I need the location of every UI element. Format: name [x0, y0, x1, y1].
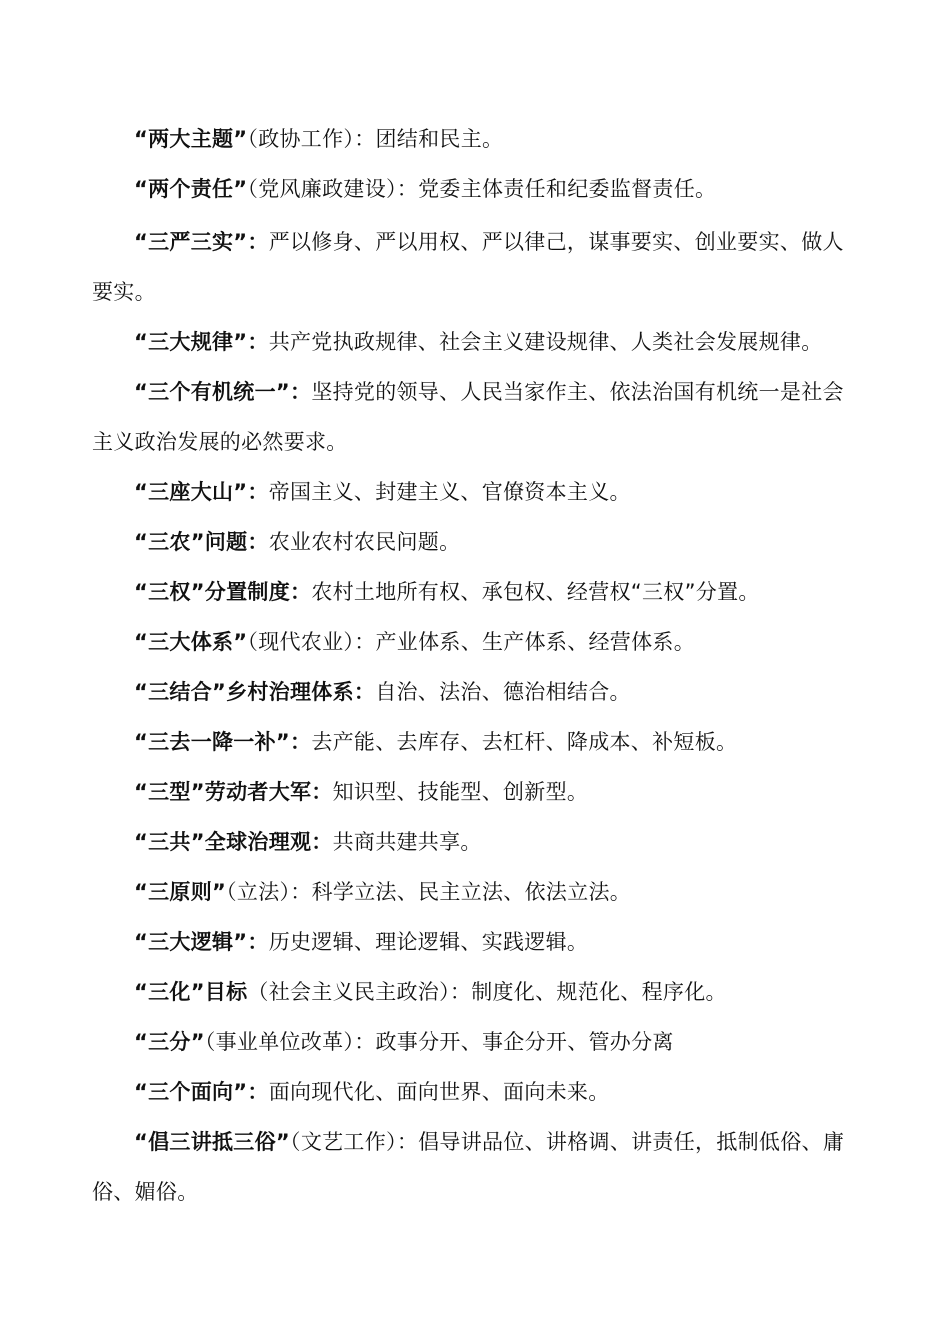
- paragraph-liangda-zhuti: [92, 114, 864, 164]
- term-label: “倡三讲抵三俗”: [134, 1130, 291, 1154]
- term-label: “三农”问题：: [134, 530, 269, 554]
- term-definition: 去产能、去库存、去杠杆、降成本、补短板。: [311, 730, 738, 754]
- paragraph-sanquan-fenzhi: [92, 567, 864, 617]
- term-label: “三共”全球治理观：: [134, 830, 333, 854]
- term-label: “两大主题”: [134, 127, 248, 151]
- term-definition: 农业农村农民问题。: [268, 530, 461, 554]
- term-definition: 共商共建共享。: [332, 830, 482, 854]
- term-definition: 历史逻辑、理论逻辑、实践逻辑。: [268, 930, 589, 954]
- term-definition: （文艺工作）：倡导讲品位、讲格调、讲责任，抵制低俗、庸俗、媚俗。: [92, 1130, 845, 1204]
- paragraph-sangong-quanqiu-zhili: [92, 817, 864, 867]
- paragraph-sanda-guilv: [92, 317, 864, 367]
- term-label: “三原则”: [134, 880, 227, 904]
- paragraph-liangge-zeren: [92, 164, 864, 214]
- paragraph-sanda-tixi: [92, 617, 864, 667]
- term-label: “三去一降一补”：: [134, 730, 312, 754]
- term-label: “三结合”乡村治理体系：: [134, 680, 376, 704]
- paragraph-sanxing-laodongzhe: [92, 767, 864, 817]
- term-definition: （社会主义民主政治）：制度化、规范化、程序化。: [247, 980, 727, 1004]
- term-definition: 严以修身、严以用权、严以律己，谋事要实、创业要实、做人要实。: [92, 230, 844, 304]
- term-label: “三大体系”: [134, 630, 248, 654]
- term-label: “两个责任”: [134, 177, 248, 201]
- paragraph-sanqu-yijiang-yibu: [92, 717, 864, 767]
- term-definition: 农村土地所有权、承包权、经营权“三权”分置。: [311, 580, 760, 604]
- term-definition: 面向现代化、面向世界、面向未来。: [268, 1080, 610, 1104]
- term-label: “三严三实”：: [134, 230, 269, 254]
- term-definition: 自治、法治、德治相结合。: [375, 680, 631, 704]
- document-body: [92, 114, 864, 1217]
- term-definition: （党风廉政建设）：党委主体责任和纪委监督责任。: [247, 177, 717, 201]
- term-label: “三个有机统一”：: [134, 380, 312, 404]
- paragraph-sange-mianxiang: [92, 1067, 864, 1117]
- term-label: “三大逻辑”：: [134, 930, 269, 954]
- paragraph-sanjiehe-xiangcun-zhili: [92, 667, 864, 717]
- term-label: “三大规律”：: [134, 330, 269, 354]
- term-definition: 帝国主义、封建主义、官僚资本主义。: [268, 480, 631, 504]
- term-definition: 知识型、技能型、创新型。: [332, 780, 589, 804]
- term-definition: （事业单位改革）：政事分开、事企分开、管办分离: [204, 1030, 674, 1054]
- term-definition: （立法）：科学立法、民主立法、依法立法。: [226, 880, 632, 904]
- paragraph-sanfen: [92, 1017, 864, 1067]
- paragraph-sannong-wenti: [92, 517, 864, 567]
- term-definition: （政协工作）：团结和民主。: [247, 127, 504, 151]
- term-label: “三化”目标: [134, 980, 248, 1004]
- term-definition: 坚持党的领导、人民当家作主、依法治国有机统一是社会主义政治发展的必然要求。: [92, 380, 844, 454]
- term-label: “三权”分置制度：: [134, 580, 312, 604]
- paragraph-sanzuo-dashan: [92, 467, 864, 517]
- term-label: “三座大山”：: [134, 480, 269, 504]
- paragraph-sanda-luoji: [92, 917, 864, 967]
- paragraph-sanhua-mubiao: [92, 967, 864, 1017]
- paragraph-sange-youji-tongyi: [92, 367, 864, 467]
- paragraph-changsanjiang-disansu: [92, 1117, 864, 1217]
- term-label: “三个面向”：: [134, 1080, 269, 1104]
- paragraph-sanyan-sanshi: [92, 217, 864, 317]
- term-definition: （现代农业）：产业体系、生产体系、经营体系。: [247, 630, 696, 654]
- term-label: “三分”: [134, 1030, 205, 1054]
- paragraph-sanyuanze: [92, 867, 864, 917]
- term-label: “三型”劳动者大军：: [134, 780, 333, 804]
- term-definition: 共产党执政规律、社会主义建设规律、人类社会发展规律。: [268, 330, 823, 354]
